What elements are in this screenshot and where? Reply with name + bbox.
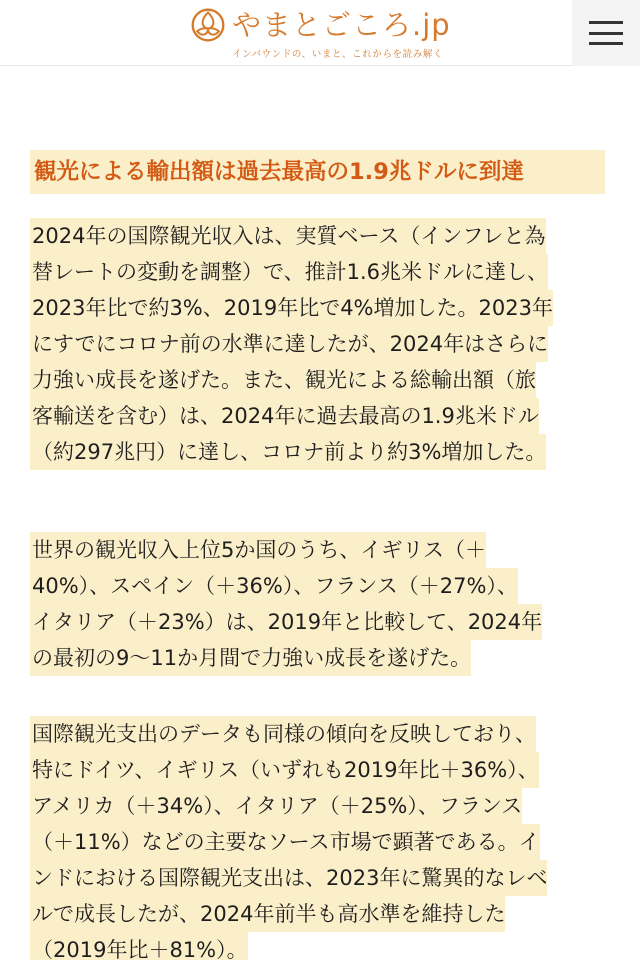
menu-button[interactable] [572, 0, 640, 66]
paragraph-3 [30, 716, 610, 960]
paragraph-line: 力強い成長を遂げた。また、観光による総輸出額（旅 [30, 362, 536, 398]
paragraph-line: 客輸送を含む）は、2024年に過去最高の1.9兆米ドル [30, 398, 539, 434]
paragraph-line: 世界の観光収入上位5か国のうち、イギリス（＋ [30, 532, 486, 568]
logo-text: やまとごころ.jp [232, 8, 451, 42]
paragraph-line: イタリア（＋23%）は、2019年と比較して、2024年 [30, 604, 542, 640]
paragraph-line: （＋11%）などの主要なソース市場で顕著である。イ [30, 824, 540, 860]
paragraph-1 [30, 218, 610, 470]
paragraph-line: 替レートの変動を調整）で、推計1.6兆米ドルに達し、 [30, 254, 548, 290]
paragraph-line: にすでにコロナ前の水準に達したが、2024年はさらに [30, 326, 548, 362]
logo-row [190, 6, 451, 44]
paragraph-line: 40%）、スペイン（＋36%）、フランス（＋27%）、 [30, 568, 518, 604]
site-logo-link[interactable] [190, 6, 451, 60]
paragraph-line: ンドにおける国際観光支出は、2023年に驚異的なレベ [30, 860, 547, 896]
paragraph-line: アメリカ（＋34%）、イタリア（＋25%）、フランス [30, 788, 522, 824]
yamatogokoro-logo-mark-icon [190, 7, 226, 43]
paragraph-line: （約297兆円）に達し、コロナ前より約3%増加した。 [30, 434, 546, 470]
paragraph-line: の最初の9〜11か月間で力強い成長を遂げた。 [30, 640, 471, 676]
paragraph-line: 特にドイツ、イギリス（いずれも2019年比＋36%）、 [30, 752, 539, 788]
paragraph-line: ルで成長したが、2024年前半も高水準を維持した [30, 896, 505, 932]
paragraph-line: 2023年比で約3%、2019年比で4%増加した。2023年 [30, 290, 553, 326]
article-headline: 観光による輸出額は過去最高の1.9兆ドルに到達 [30, 150, 605, 194]
paragraph-2 [30, 532, 610, 676]
hamburger-menu-icon [589, 21, 623, 45]
paragraph-line: 国際観光支出のデータも同様の傾向を反映しており、 [30, 716, 536, 752]
logo-tagline: インバウンドの、いまと、これからを読み解く [232, 49, 444, 60]
paragraph-line: （2019年比＋81%）。 [30, 932, 248, 960]
paragraph-line: 2024年の国際観光収入は、実質ベース（インフレと為 [30, 218, 546, 254]
site-header [0, 0, 640, 66]
